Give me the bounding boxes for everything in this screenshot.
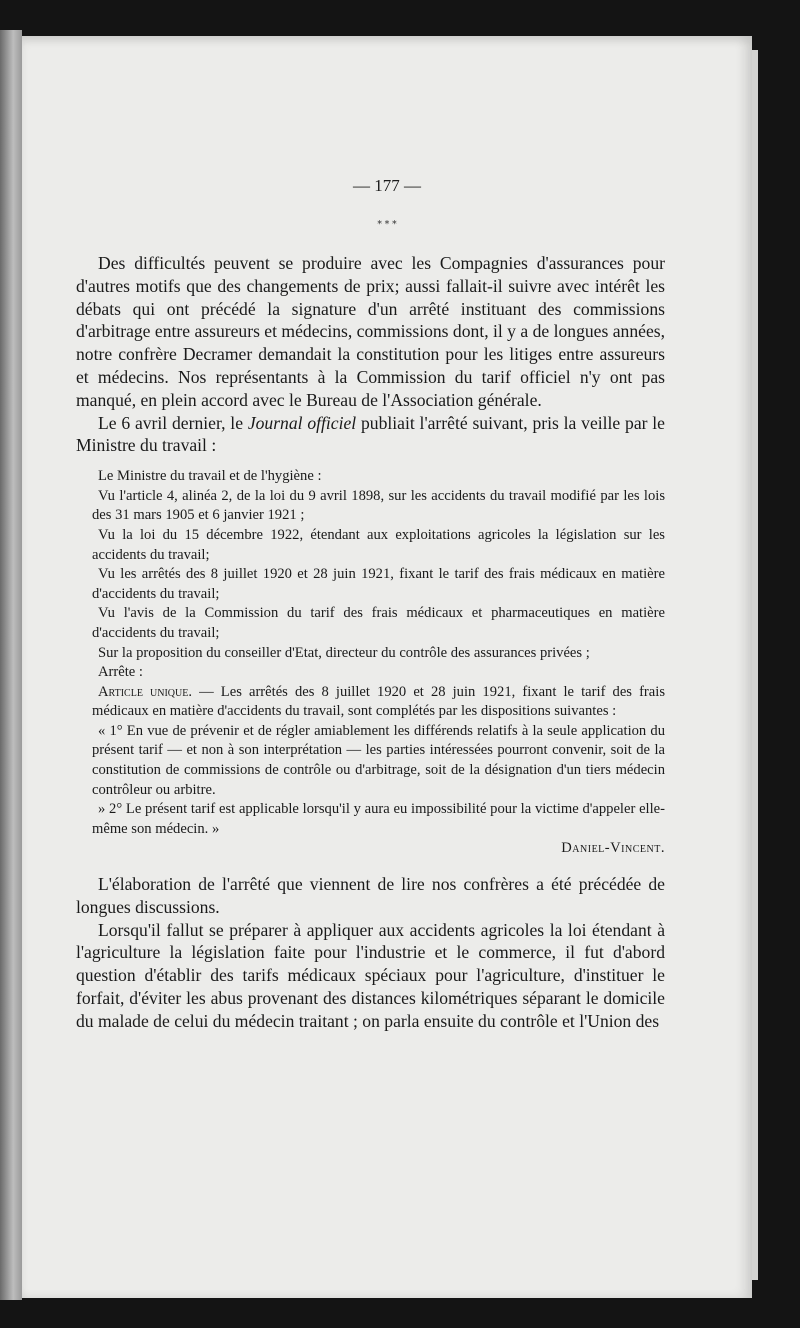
section-separator: * * * <box>377 220 397 230</box>
decree-line: Vu l'avis de la Commission du tarif des frais médicaux et pharmaceutiques en matière d'accidents du travail; <box>92 605 665 641</box>
decree-line: Sur la proposition du conseiller d'Etat, directeur du contrôle des assurances privées ; <box>98 644 590 661</box>
article-text: — Les arrêtés des 8 juillet 1920 et 28 juin 1921, fixant le tarif des frais médicaux en matière d'accidents du travail, sont complétés par les dispositions suivantes : <box>92 683 666 720</box>
intro-paragraph-1: Des difficultés peuvent se produire avec les Compagnies d'assurances pour d'autres motifs que des changements de prix; aussi fallait-il suivre avec intérêt les débats qui ont précédé la signature d'un arrêté instituant des commissions d'arbitrage entre assureurs et médecins, commissions dont, il y a de longues années, notre confrère Decramer demandait la constitution pour les litiges entre assureurs et médecins. Nos représentants à la Commission du tarif officiel n'y ont pas manqué, en plein accord avec le Bureau de l'Association générale. <box>76 253 665 410</box>
decree-article <box>76 683 665 722</box>
book-page <box>22 36 752 1298</box>
page-number: — 177 — <box>353 176 421 195</box>
decree-line: Arrête : <box>98 664 143 681</box>
journal-officiel-title: Journal officiel <box>247 412 357 433</box>
page-edge-strip <box>752 50 758 1280</box>
intro-p2-text-end: publiait l'arrêté suivant, pris la veille par le Ministre du travail : <box>76 412 665 456</box>
decree-block <box>76 467 665 859</box>
intro-paragraph-2 <box>76 412 665 458</box>
decree-signature: Daniel-Vincent. <box>561 840 665 857</box>
decree-line: Vu l'article 4, alinéa 2, de la loi du 9 avril 1898, sur les accidents du travail modifié par les lois des 31 mars 1905 et 6 janvier 1921 ; <box>92 487 665 524</box>
intro-p2-text-start: Le 6 avril dernier, le <box>98 412 248 433</box>
decree-line: Vu les arrêtés des 8 juillet 1920 et 28 juin 1921, fixant le tarif des frais médicaux en matière d'accidents du travail; <box>92 566 665 602</box>
closing-paragraph-2: Lorsqu'il fallut se préparer à appliquer aux accidents agricoles la loi étendant à l'agriculture la législation faite pour l'industrie et le commerce, il fut d'abord question d'établir des tarifs médicaux spéciaux pour l'agriculture, d'instituer le forfait, d'éviter les abus provenant des distances kilométriques séparant le domicile du malade de celui du médecin traitant ; on parla ensuite du contrôle et l'Union des <box>76 919 665 1031</box>
spacer <box>76 859 665 873</box>
decree-line: Le Ministre du travail et de l'hygiène : <box>98 468 322 485</box>
book-binding-edge <box>0 30 22 1300</box>
decree-provision: » 2° Le présent tarif est applicable lorsqu'il y aura eu impossibilité pour la victime d'appeler elle-même son médecin. » <box>92 801 665 837</box>
decree-provision: « 1° En vue de prévenir et de régler amiablement les différends relatifs à la seule application du présent tarif — et non à son interprétation — les parties intéressées pourront convenir, soit de la constitution de commissions de contrôle ou d'arbitrage, soit de la désignation d'un tiers médecin contrôleur ou arbitre. <box>92 722 665 798</box>
closing-paragraph-1: L'élaboration de l'arrêté que viennent de lire nos confrères a été précédée de longues discussions. <box>76 874 665 917</box>
article-label: Article unique. <box>98 683 193 700</box>
page-body <box>76 252 665 1033</box>
decree-line: Vu la loi du 15 décembre 1922, étendant aux exploitations agricoles la législation sur les accidents du travail; <box>92 526 665 563</box>
